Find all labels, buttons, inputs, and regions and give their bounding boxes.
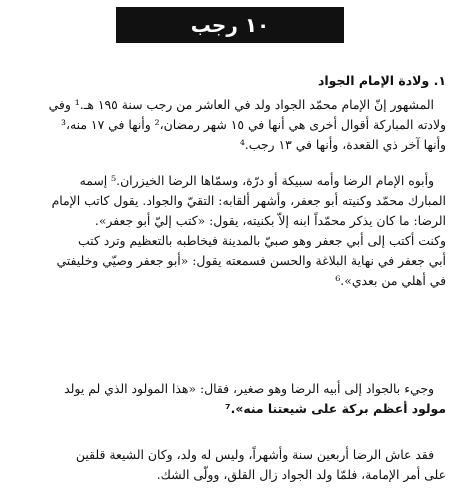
paragraph-line: في أهلي من بعدي».⁶ xyxy=(335,273,446,288)
paragraph-parents xyxy=(6,171,446,291)
section-title: ١. ولادة الإمام الجواد xyxy=(317,73,446,88)
paragraph-line: وأنها آخر ذي القعدة، وأنها في ١٣ رجب.⁴ xyxy=(239,137,446,152)
paragraph-birth xyxy=(6,95,446,155)
paragraph-line: أبي جعفر في نهاية البلاغة والحسن فسمعته يقول: «أبو جعفر وصيّي وخليفتي xyxy=(56,253,446,268)
paragraph-line: المبارك محمّد وكنيته أبو جعفر، وأشهر ألقابه: التقيّ والجواد. يقول كاتب الإمام xyxy=(51,193,446,208)
paragraph-blessing xyxy=(6,379,446,419)
paragraph-imamate xyxy=(6,445,446,485)
paragraph-line: وكنت أكتب إلى أبي جعفر وهو صبيّ بالمدينة فيخاطبه بالتعظيم وترد كتب xyxy=(77,233,446,248)
paragraph-line: الرضا: ما كان يذكر محمّداً ابنه إلاّ بكنيته، يقول: «كتب إليّ أبو جعفر». xyxy=(94,213,446,228)
paragraph-line: ولادته المباركة أقوال أخرى هي أنها في ١٥ شهر رمضان،² وأنها في ١٧ منه،³ xyxy=(60,117,446,132)
paragraph-line: فقد عاش الرضا أربعين سنة وأشهراً، وليس له ولد، وكان الشيعة قلقين xyxy=(75,447,434,462)
date-header: ١٠ رجب xyxy=(116,7,344,43)
paragraph-line: المشهور إنّ الإمام محمّد الجواد ولد في العاشر من رجب سنة ١٩٥ هـ.¹ وفي xyxy=(48,97,434,112)
paragraph-line: على أمر الإمامة، فلمّا ولد الجواد زال القلق، وولّى الشك. xyxy=(156,467,446,482)
paragraph-line: وجيء بالجواد إلى أبيه الرضا وهو صغير، فقال: «هذا المولود الذي لم يولد xyxy=(64,381,434,396)
paragraph-line: وأبوه الإمام الرضا وأمه سبيكة أو درّة، وسمّاها الرضا الخيزران.⁵ إسمه xyxy=(79,173,434,188)
paragraph-line: مولود أعظم بركة على شيعتنا منه».⁷ xyxy=(225,401,446,416)
